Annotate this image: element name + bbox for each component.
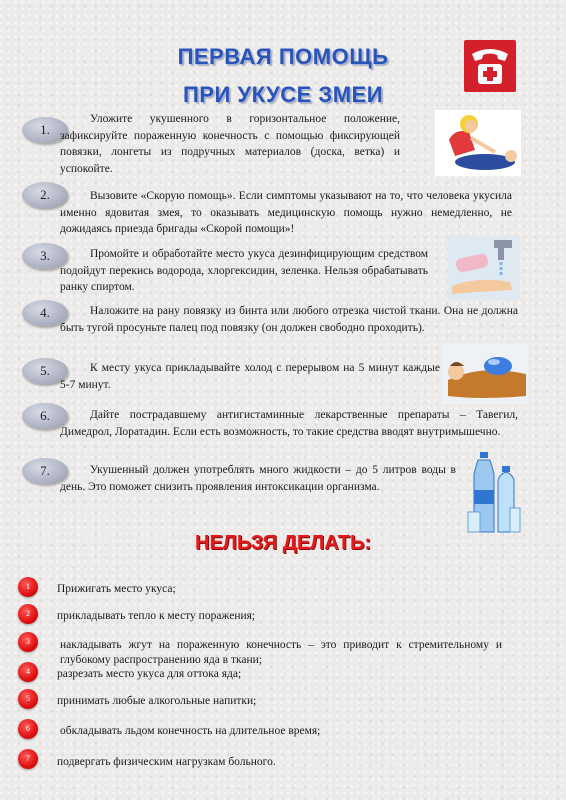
page-title-line2: ПРИ УКУСЕ ЗМЕИ (182, 82, 384, 107)
dont-text-3: накладывать жгут на пораженную конечность – это приводит к стремительному и глубокому распространению яда в ткани; (60, 639, 502, 666)
dont-text-5: принимать любые алкогольные напитки; (57, 695, 257, 707)
dont-text-2: прикладывать тепло к месту поражения; (57, 610, 256, 622)
step-number-4: 4. (22, 300, 68, 326)
step-number-3: 3. (22, 243, 68, 269)
dont-number-7: 7 (18, 749, 38, 769)
step-number-1: 1. (22, 117, 68, 143)
ice-pack-patient-icon (442, 344, 528, 409)
dont-number-2: 2 (18, 604, 38, 624)
dont-text-1: Прижигать место укуса; (57, 583, 176, 595)
step-text-3: Промойте и обработайте место укуса дезинфицирующим средством подойдут перекись водорода, хлоргексидин, зеленка. Нельзя обрабатывать ранку спиртом. (60, 248, 428, 293)
step-number-5: 5. (22, 358, 68, 384)
step-text-5: К месту укуса прикладывайте холод с перерывом на 5 минут каждые 5-7 минут. (60, 362, 440, 391)
step-number-6: 6. (22, 403, 68, 429)
dont-text-4: разрезать место укуса для оттока яда; (57, 668, 242, 680)
phone-cross-logo-icon (464, 40, 516, 92)
hand-washing-icon (448, 236, 520, 305)
dont-number-5: 5 (18, 689, 38, 709)
step-text-7: Укушенный должен употреблять много жидкости – до 5 литров воды в день. Это поможет снизить проявления интоксикации организма. (60, 464, 456, 493)
page-title-line1: ПЕРВАЯ ПОМОЩЬ (177, 44, 389, 69)
dont-text-7: подвергать физическим нагрузкам больного. (57, 756, 276, 768)
step-text-2: Вызовите «Скорую помощь». Если симптомы указывают на то, что человека укусила именно ядовитая змея, то оказывать медицинскую помощь нужно немедленно, не дожидаясь приезда бригады «Скорой помощи»! (60, 190, 512, 235)
step-number-7: 7. (22, 458, 68, 484)
cpr-illustration-icon (435, 110, 521, 181)
water-bottles-icon (466, 450, 522, 541)
dont-number-1: 1 (18, 577, 38, 597)
dont-number-4: 4 (18, 662, 38, 682)
step-text-1: Уложите укушенного в горизонтальное положение, зафиксируйте пораженную конечность с помощью фиксирующей повязки, лонгеты из подручных материалов (доска, ветка) и успокойте. (60, 113, 400, 175)
step-number-2: 2. (22, 182, 68, 208)
warning-title: НЕЛЬЗЯ ДЕЛАТЬ: (195, 532, 371, 554)
dont-text-6: обкладывать льдом конечность на длительное время; (60, 725, 321, 737)
dont-number-3: 3 (18, 632, 38, 652)
step-text-6: Дайте пострадавшему антигистаминные лекарственные препараты – Тавегил, Димедрол, Лоратадин. Если есть возможность, то такие средства вводят внутримышечно. (60, 409, 518, 438)
step-text-4: Наложите на рану повязку из бинта или любого отрезка чистой ткани. Она не должна быть тугой просуньте палец под повязку (он должен свободно проходить). (60, 305, 518, 334)
dont-number-6: 6 (18, 719, 38, 739)
